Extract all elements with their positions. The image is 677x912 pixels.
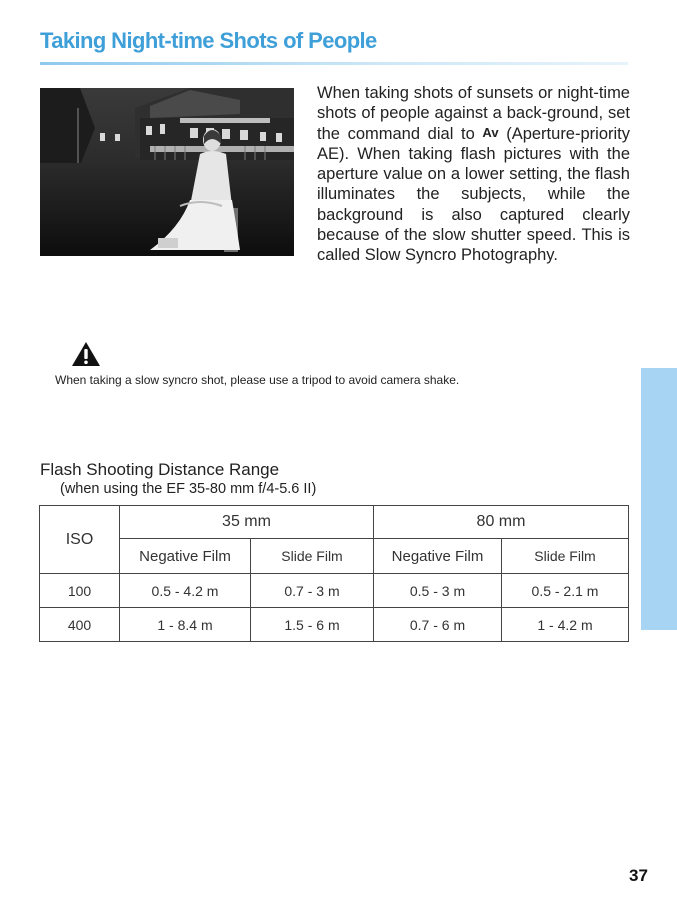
title-underline [40,62,628,65]
range-cell: 1 - 8.4 m [120,608,251,642]
iso-value: 100 [40,574,120,608]
range-cell: 0.5 - 4.2 m [120,574,251,608]
warning-triangle-icon [71,341,101,367]
iso-value: 400 [40,608,120,642]
flash-distance-table [39,505,629,642]
range-section-title: Flash Shooting Distance Range [40,460,280,479]
side-section-tab [641,368,677,630]
subheader-negative-35: Negative Film [120,539,251,574]
subheader-negative-80: Negative Film [374,539,502,574]
range-cell: 0.7 - 3 m [251,574,374,608]
group-header-35mm: 35 mm [120,506,374,539]
range-cell: 1 - 4.2 m [502,608,629,642]
intro-text-start: When taking shots of sunsets or night-time shots of people against a back-ground, set the command dial to [317,84,630,144]
range-cell: 0.7 - 6 m [374,608,502,642]
range-cell: 0.5 - 2.1 m [502,574,629,608]
table-row [40,608,629,642]
night-portrait-photo [40,88,294,256]
iso-header: ISO [40,506,120,574]
subheader-slide-35: Slide Film [251,539,374,574]
intro-text-end: (Aperture-priority AE). When taking flash pictures with the aperture value on a lower setting, the flash illuminates the subjects, while the background is also captured clearly because of the slow shutter speed. This is called Slow Syncro Photography. [317,125,630,264]
range-section-subtitle: (when using the EF 35-80 mm f/4-5.6 II) [60,481,317,497]
page-title: Taking Night-time Shots of People [40,28,377,53]
table-row [40,574,629,608]
intro-paragraph [317,83,630,265]
subheader-slide-80: Slide Film [502,539,629,574]
av-mode-label: Av [482,125,499,141]
warning-text: When taking a slow syncro shot, please use a tripod to avoid camera shake. [55,373,460,387]
page-number: 37 [629,866,648,885]
range-cell: 0.5 - 3 m [374,574,502,608]
group-header-80mm: 80 mm [374,506,629,539]
range-cell: 1.5 - 6 m [251,608,374,642]
